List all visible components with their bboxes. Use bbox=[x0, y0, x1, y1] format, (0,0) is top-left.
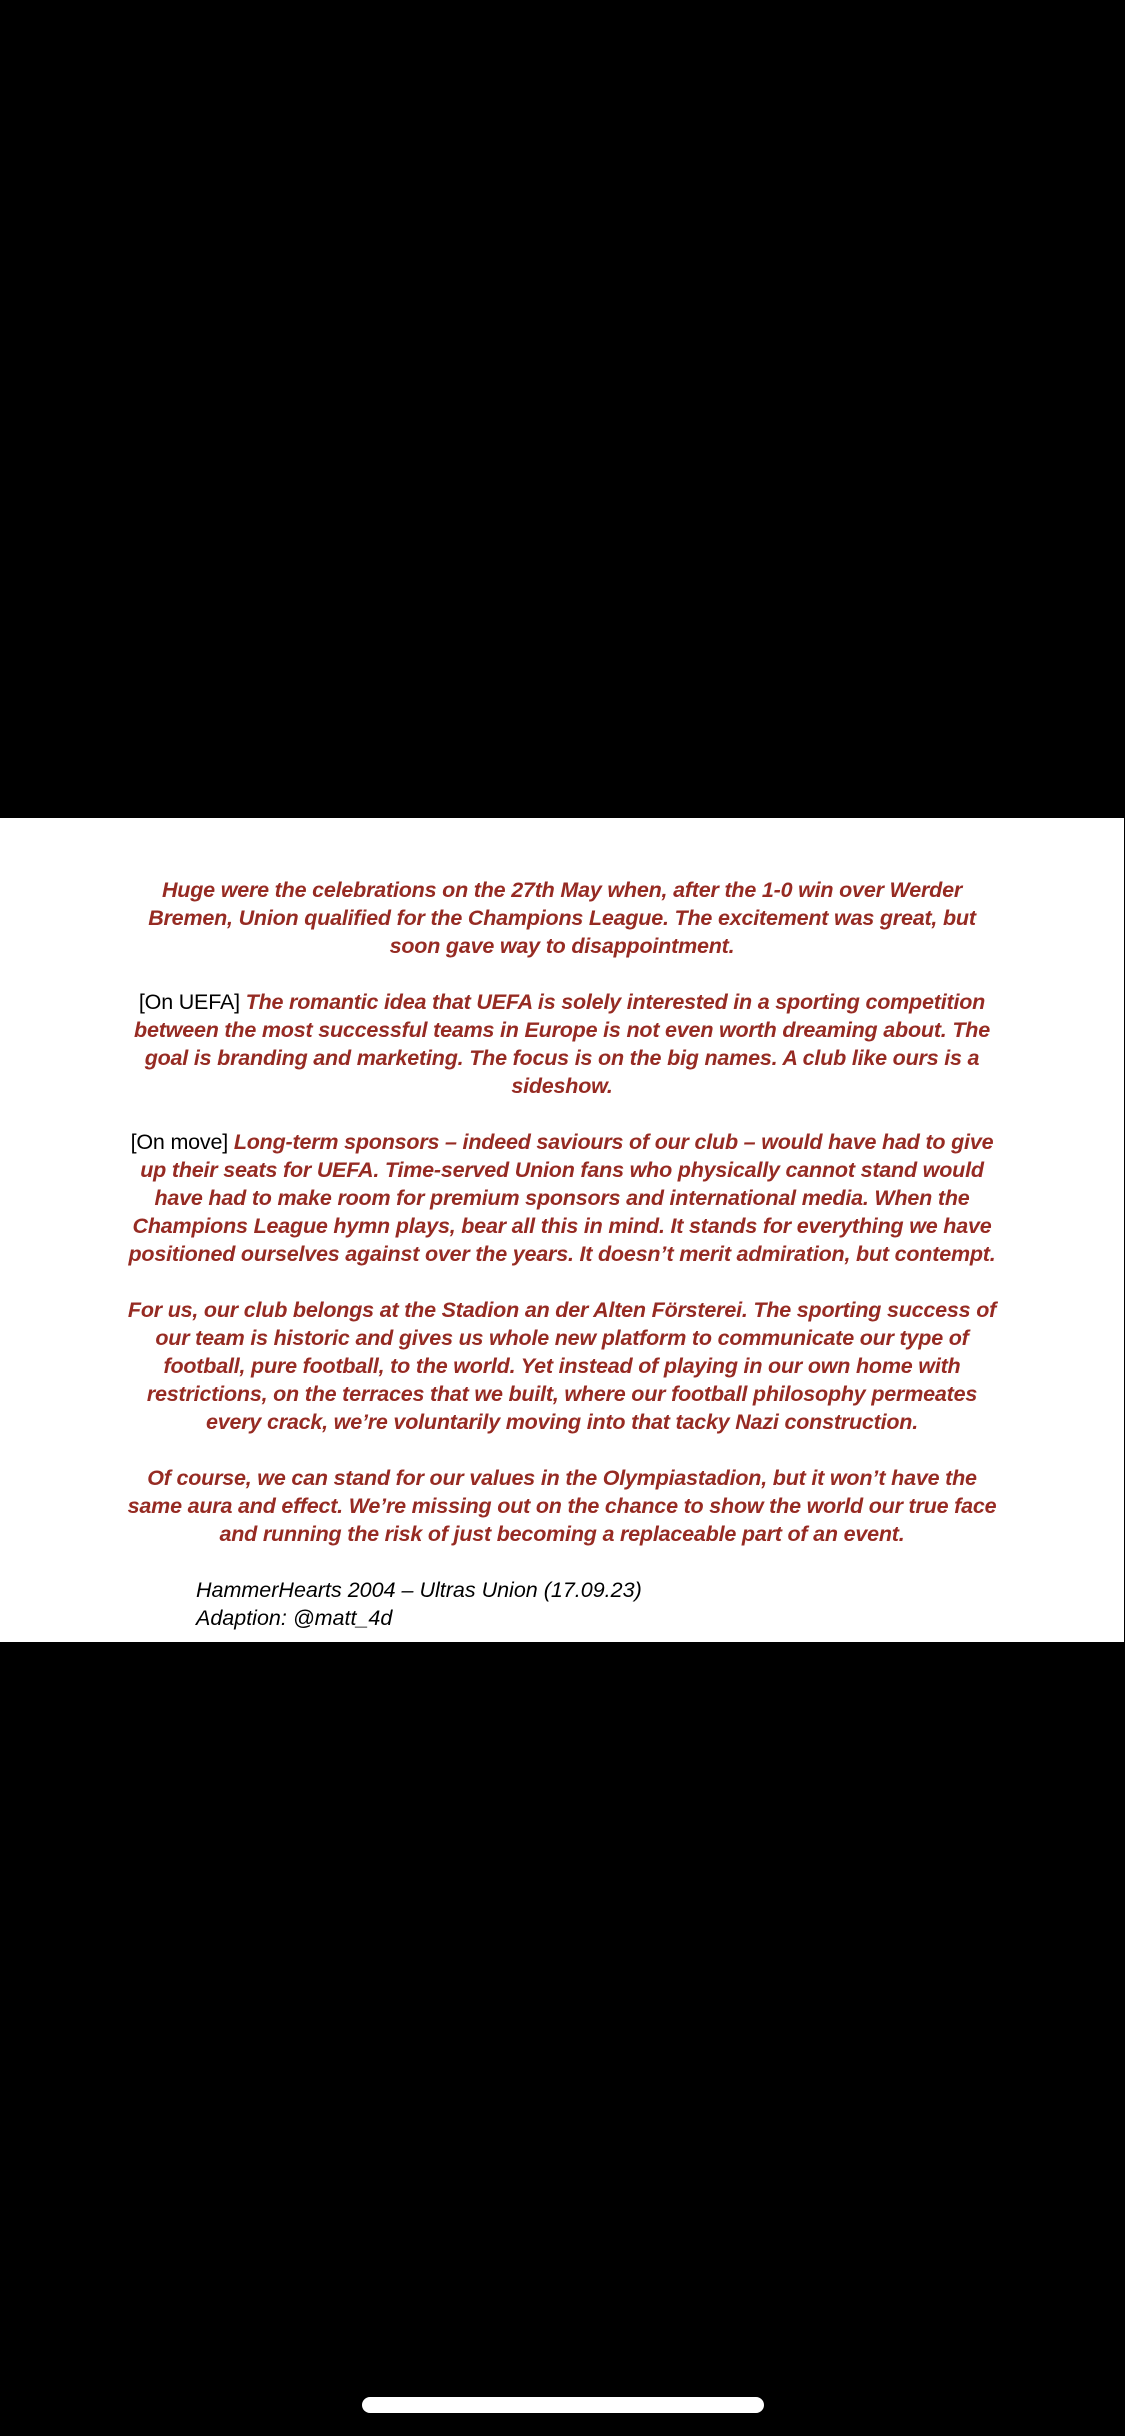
paragraph-stadium bbox=[124, 1296, 1000, 1436]
signature-adaption: Adaption: @matt_4d bbox=[196, 1606, 393, 1630]
paragraph-lead: [On move] bbox=[130, 1130, 229, 1154]
paragraph-text: The romantic idea that UEFA is solely interested in a sporting competition between the most successful teams in Europe is not even worth dreaming about. The goal is branding and marketing. The focus is on the big names. A club like ours is a sideshow. bbox=[134, 990, 990, 1098]
paragraph-text: Long-term sponsors – indeed saviours of our club – would have had to give up their seats for UEFA. Time-served Union fans who physically cannot stand would have had to make room for premium sponsors and international media. When the Champions League hymn plays, bear all this in mind. It stands for everything we have positioned ourselves against over the years. It doesn’t merit admiration, but contempt. bbox=[128, 1130, 996, 1266]
paragraph-text: Huge were the celebrations on the 27th May when, after the 1-0 win over Werder Bremen, Union qualified for the Champions League. The excitement was great, but soon gave way to disappointment. bbox=[148, 878, 976, 958]
paragraph-values bbox=[124, 1464, 1000, 1548]
paragraph-on-uefa bbox=[124, 988, 1000, 1100]
signature bbox=[124, 1576, 1000, 1632]
paragraph-text: For us, our club belongs at the Stadion an der Alten Försterei. The sporting success of our team is historic and gives us whole new platform to communicate our type of football, pure football, to the world. Yet instead of playing in our own home with restrictions, on the terraces that we built, where our football philosophy permeates every crack, we’re voluntarily moving into that tacky Nazi construction. bbox=[127, 1298, 997, 1434]
paragraph-celebrations bbox=[124, 876, 1000, 960]
signature-author: HammerHearts 2004 – Ultras Union (17.09.23) bbox=[196, 1578, 642, 1602]
paragraph-lead: [On UEFA] bbox=[138, 990, 240, 1014]
paragraph-on-move bbox=[124, 1128, 1000, 1268]
paragraph-text: Of course, we can stand for our values in the Olympiastadion, but it won’t have the same aura and effect. We’re missing out on the chance to show the world our true face and running the risk of just becoming a replaceable part of an event. bbox=[127, 1466, 997, 1546]
document-page bbox=[0, 818, 1124, 1642]
home-indicator[interactable] bbox=[362, 2397, 764, 2413]
